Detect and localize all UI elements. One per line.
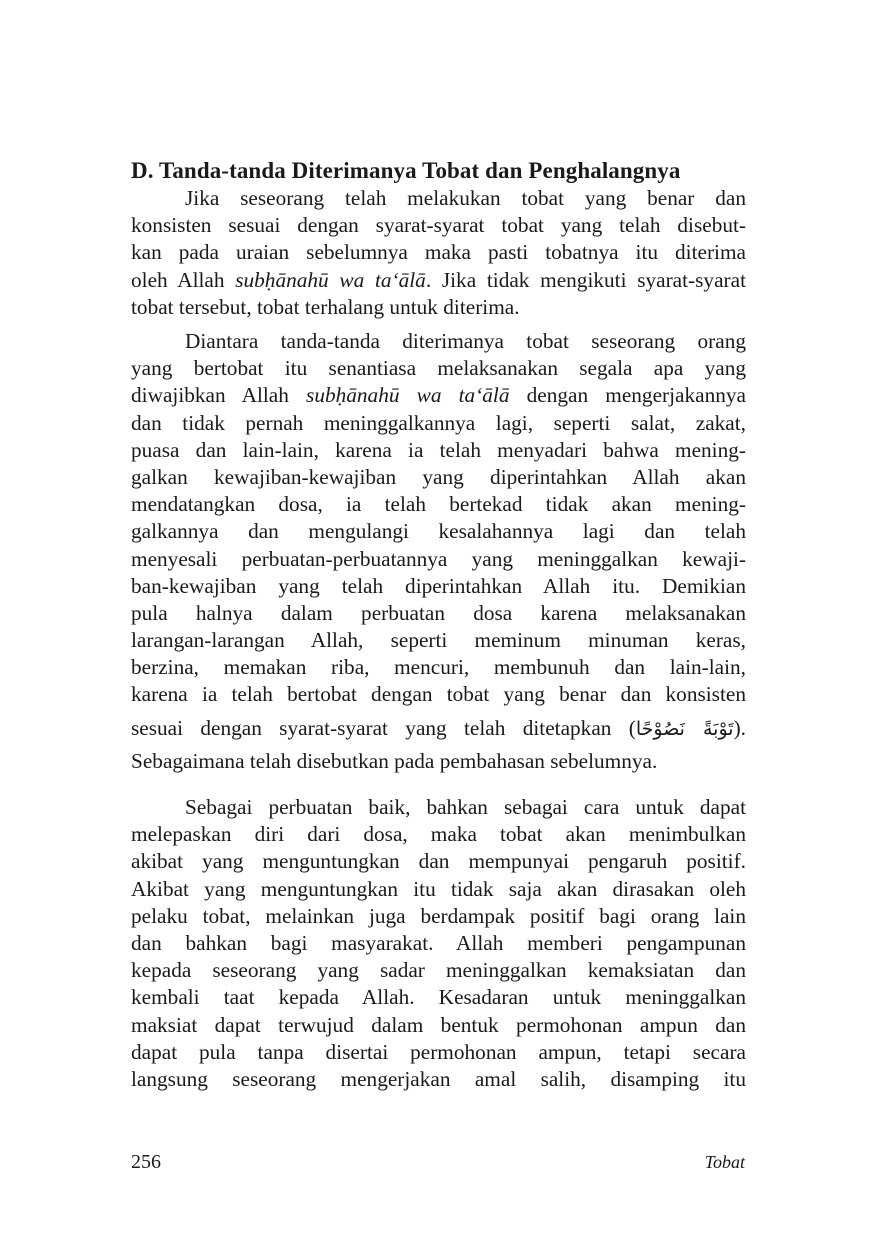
text-line: larangan-larangan Allah, seperti meminum minuman keras,: [131, 628, 746, 653]
text-line: galkan kewajiban-kewajiban yang diperintahkan Allah akan: [131, 464, 746, 489]
text-line: langsung seseorang mengerjakan amal salih, disamping itu: [131, 1066, 746, 1091]
section-heading: D. Tanda-tanda Diterimanya Tobat dan Penghalangnya: [131, 158, 681, 183]
text-line: dan tidak pernah meninggalkannya lagi, seperti salat, zakat,: [131, 410, 746, 435]
text-segment: dengan mengerjakannya: [509, 383, 746, 408]
text-line: kembali taat kepada Allah. Kesadaran untuk meninggalkan: [131, 985, 746, 1010]
italic-term: subḥānahū wa ta‘ālā: [306, 383, 510, 408]
arabic-phrase: تَوْبَةً نَصُوْحًا: [635, 717, 734, 740]
text-line: [131, 382, 746, 409]
text-line: melepaskan diri dari dosa, maka tobat akan menimbulkan: [131, 822, 746, 847]
text-segment: diwajibkan Allah: [131, 383, 307, 408]
text-line: menyesali perbuatan-perbuatannya yang meninggalkan kewaji-: [131, 546, 746, 571]
text-line: tobat tersebut, tobat terhalang untuk diterima.: [131, 294, 520, 319]
running-title: Tobat: [704, 1152, 745, 1172]
text-line: Sebagai perbuatan baik, bahkan sebagai cara untuk dapat: [185, 795, 746, 819]
paragraph-3: [131, 794, 746, 1093]
text-line: maksiat dapat terwujud dalam bentuk permohonan ampun dan: [131, 1012, 746, 1037]
paragraph-2: [131, 328, 746, 775]
text-line: yang bertobat itu senantiasa melaksanakan segala apa yang: [131, 356, 746, 381]
text-line: mendatangkan dosa, ia telah bertekad tidak akan mening-: [131, 492, 746, 517]
text-line: pula halnya dalam perbuatan dosa karena melaksanakan: [131, 600, 746, 625]
text-line: ban-kewajiban yang telah diperintahkan Allah itu. Demikian: [131, 573, 746, 598]
text-segment: ).: [733, 715, 746, 740]
text-line: Akibat yang menguntungkan itu tidak saja akan dirasakan oleh: [131, 876, 746, 901]
italic-term: subḥānahū wa ta‘ālā: [235, 267, 426, 292]
text-line: Jika seseorang telah melakukan tobat yang benar dan: [185, 186, 746, 210]
text-line: Sebagaimana telah disebutkan pada pembahasan sebelumnya.: [131, 748, 658, 773]
text-line: [131, 267, 746, 294]
text-segment: oleh Allah: [131, 267, 236, 292]
page-number: 256: [131, 1151, 161, 1173]
text-line: galkannya dan mengulangi kesalahannya lagi dan telah: [131, 519, 746, 544]
text-line: kan pada uraian sebelumnya maka pasti tobatnya itu diterima: [131, 240, 746, 265]
text-line: karena ia telah bertobat dengan tobat yang benar dan konsisten: [131, 682, 746, 707]
text-segment: . Jika tidak mengikuti syarat-syarat: [425, 267, 746, 292]
text-line: akibat yang menguntungkan dan mempunyai pengaruh positif.: [131, 849, 746, 874]
paragraph-1: [131, 185, 746, 321]
text-line: pelaku tobat, melainkan juga berdampak positif bagi orang lain: [131, 903, 746, 928]
text-line: [131, 709, 746, 748]
text-line: Diantara tanda-tanda diterimanya tobat seseorang orang: [185, 329, 746, 353]
text-line: puasa dan lain-lain, karena ia telah menyadari bahwa mening-: [131, 437, 746, 462]
text-line: dan bahkan bagi masyarakat. Allah memberi pengampunan: [131, 930, 746, 955]
text-line: konsisten sesuai dengan syarat-syarat tobat yang telah disebut-: [131, 213, 746, 238]
text-line: kepada seseorang yang sadar meninggalkan kemaksiatan dan: [131, 958, 746, 983]
text-segment: sesuai dengan syarat-syarat yang telah ditetapkan (: [131, 715, 636, 740]
text-line: berzina, memakan riba, mencuri, membunuh dan lain-lain,: [131, 655, 746, 680]
text-line: dapat pula tanpa disertai permohonan ampun, tetapi secara: [131, 1039, 746, 1064]
